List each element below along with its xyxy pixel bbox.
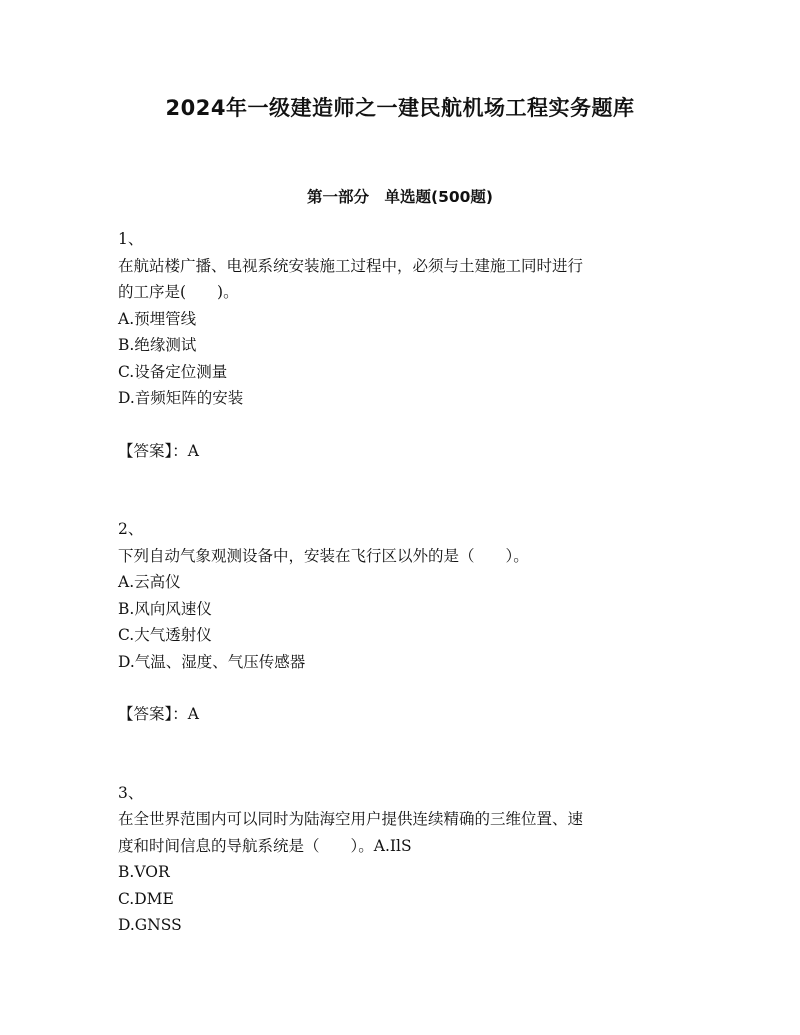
question-stem-line: 在全世界范围内可以同时为陆海空用户提供连续精确的三维位置、速 xyxy=(118,810,584,828)
question-number: 1、 xyxy=(118,230,144,248)
option-c: C.大气透射仪 xyxy=(118,626,212,644)
question-number: 3、 xyxy=(118,783,144,802)
option-d: D.音频矩阵的安装 xyxy=(118,389,244,407)
option-a: A.云高仪 xyxy=(118,573,181,591)
question-stem-line: 度和时间信息的导航系统是（ ）。A.IlS xyxy=(118,836,412,855)
section-title: 第一部分 单选题(500题) xyxy=(306,188,494,206)
option-b: B.风向风速仪 xyxy=(118,599,212,618)
question-number: 2、 xyxy=(118,520,144,538)
question-3 xyxy=(118,780,678,939)
question-1 xyxy=(118,226,678,464)
option-d: D.气温、湿度、气压传感器 xyxy=(118,652,306,671)
question-2 xyxy=(118,516,678,728)
option-a: A.预埋管线 xyxy=(118,309,197,328)
answer: 【答案】：A xyxy=(118,705,199,723)
option-b: B.绝缘测试 xyxy=(118,336,197,354)
question-stem-line: 下列自动气象观测设备中，安装在飞行区以外的是（ ）。 xyxy=(118,546,529,565)
question-list xyxy=(118,226,678,939)
option-c: C.DME xyxy=(118,889,174,908)
question-stem-line: 在航站楼广播、电视系统安装施工过程中，必须与土建施工同时进行 xyxy=(118,256,584,275)
question-stem-line: 的工序是( )。 xyxy=(118,283,239,301)
option-d: D.GNSS xyxy=(118,916,182,934)
option-b: B.VOR xyxy=(118,863,170,881)
answer: 【答案】：A xyxy=(118,441,199,460)
option-c: C.设备定位测量 xyxy=(118,362,228,381)
document-title: 2024年一级建造师之一建民航机场工程实务题库 xyxy=(165,96,635,120)
